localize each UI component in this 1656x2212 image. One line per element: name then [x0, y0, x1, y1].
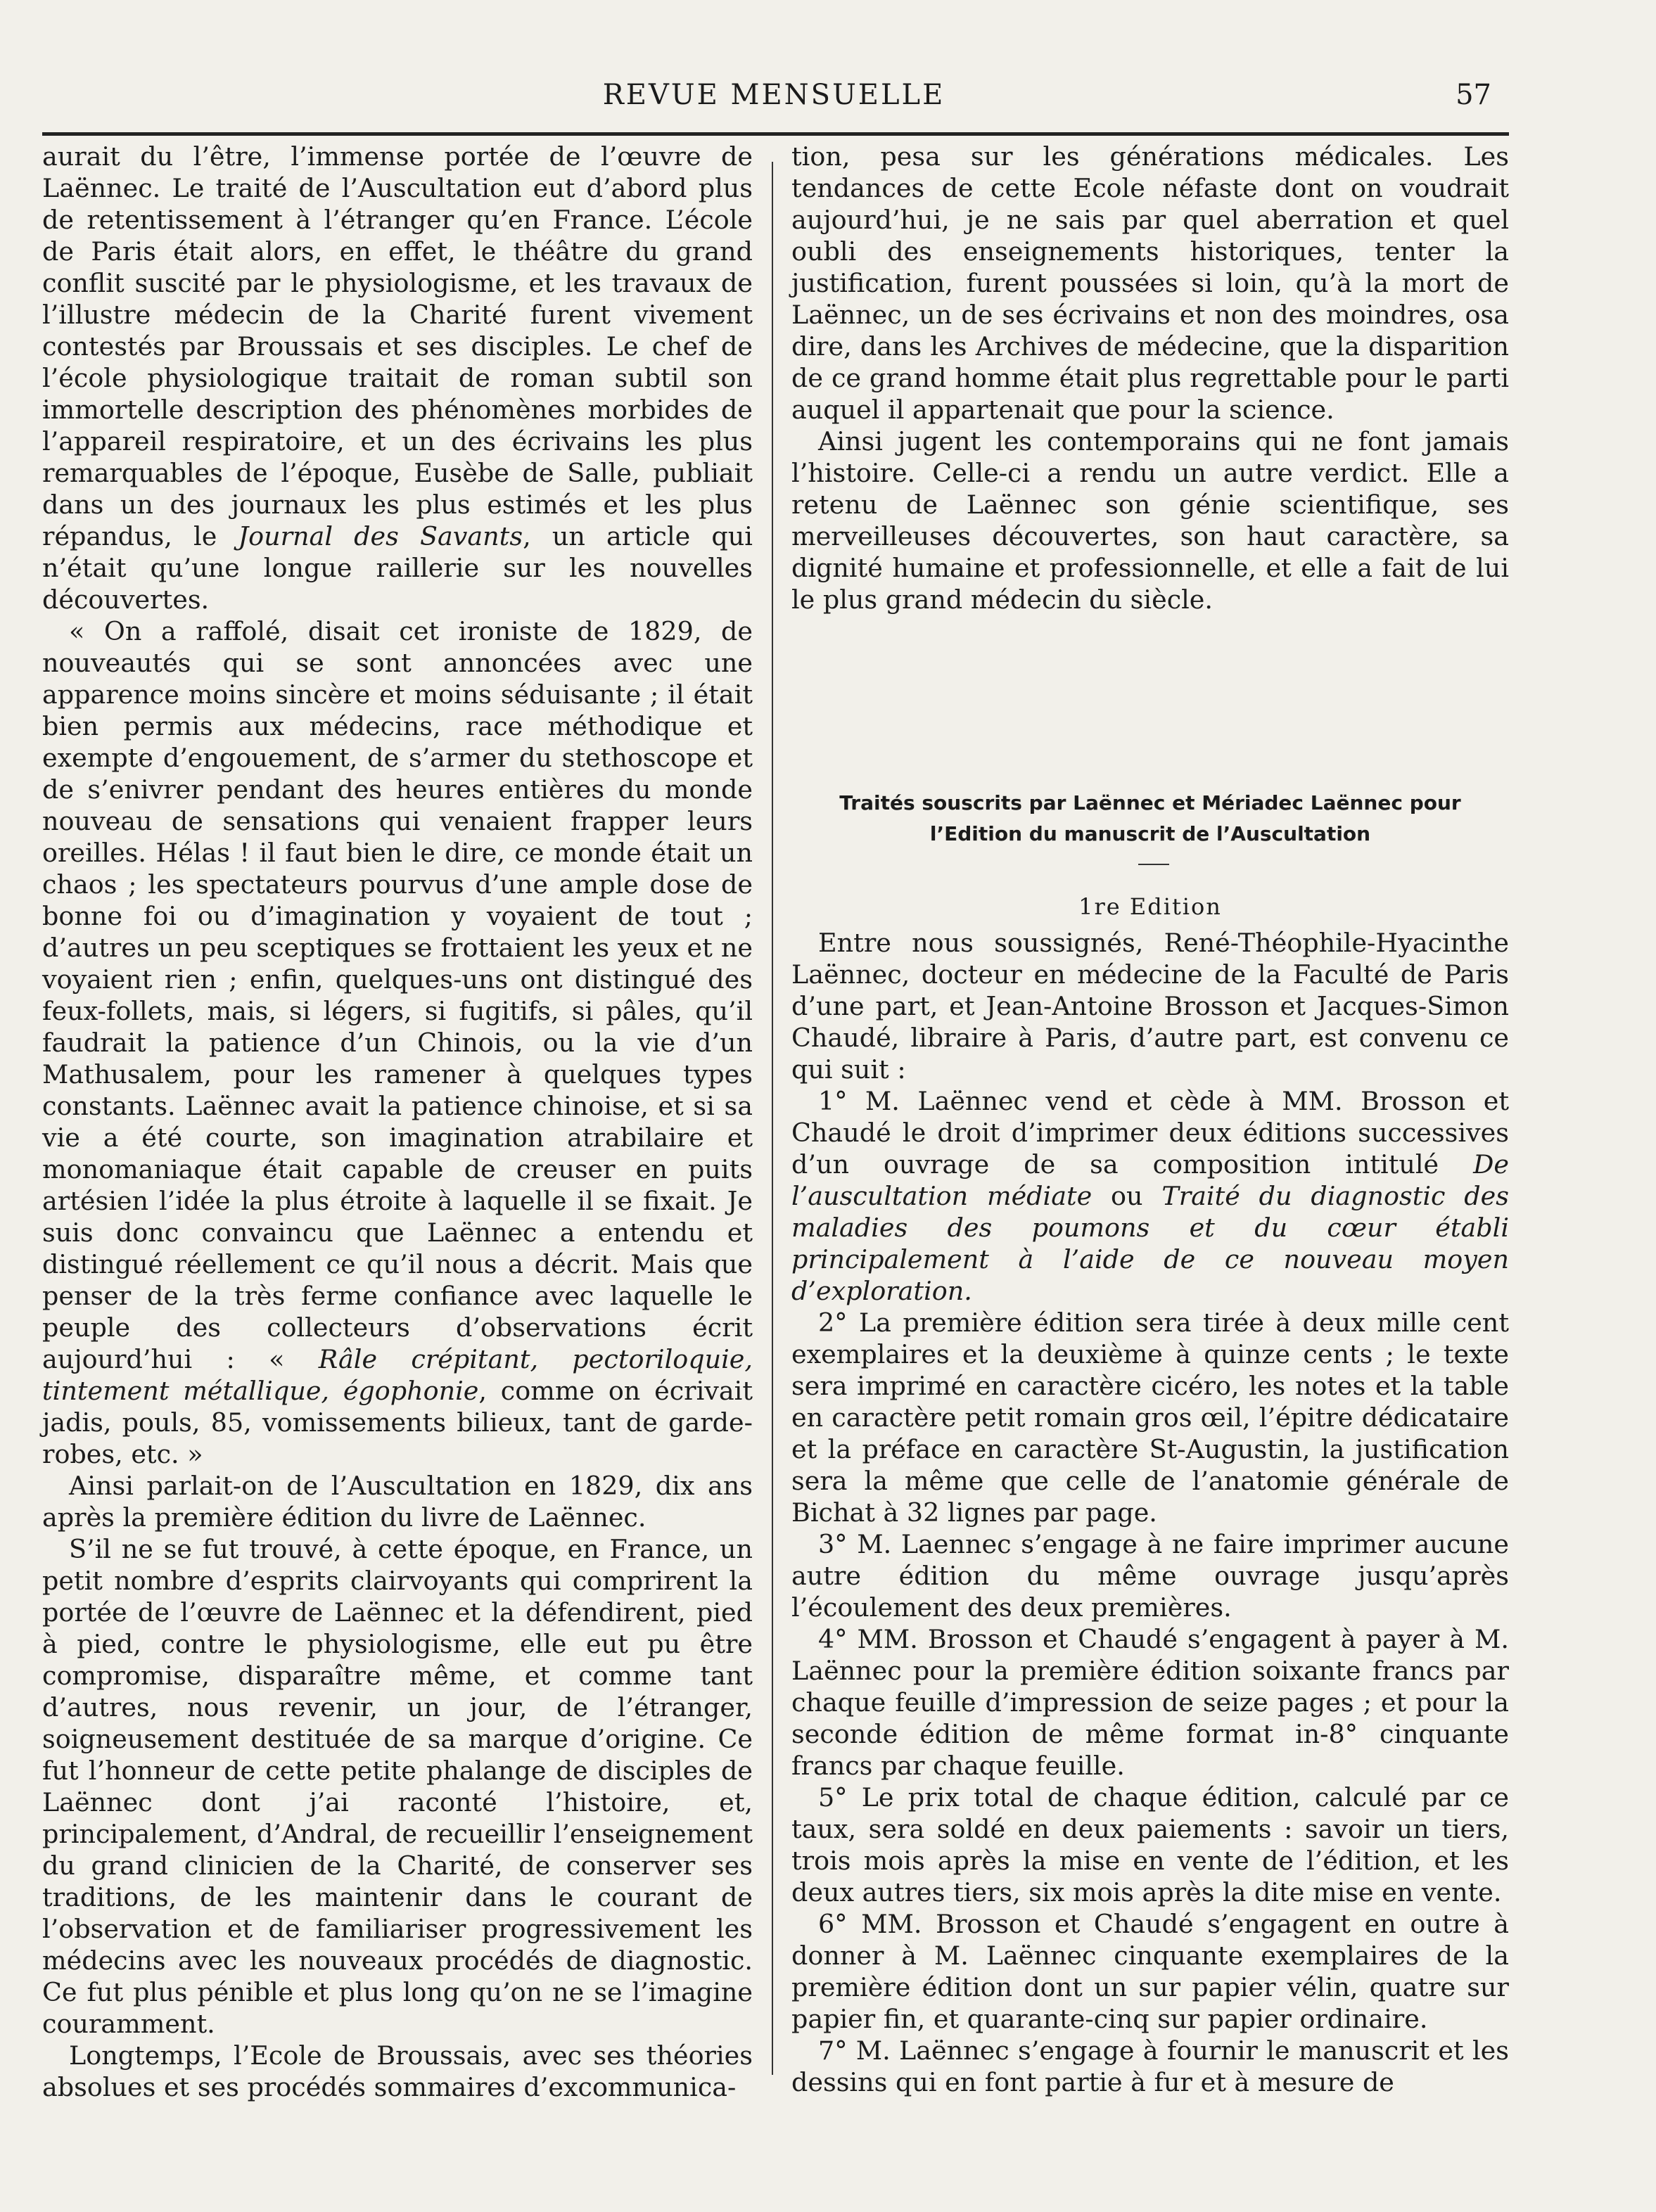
left-column	[42, 141, 753, 2103]
paragraph: S’il ne se fut trouvé, à cette époque, en France, un petit nombre d’esprits clairvoyants qui comprirent la portée de l’œuvre de Laënnec et la défendirent, pied à pied, contre le physiologisme, elle eut pu être compromise, disparaître même, et comme tant d’autres, nous revenir, un jour, de l’étranger, soigneusement destituée de sa marque d’origine. Ce fut l’honneur de cette petite phalange de disciples de Laënnec dont j’ai raconté l’histoire, et, principalement, d’Andral, de recueillir l’enseignement du grand clinicien de la Charité, de conserver ses traditions, de les maintenir dans le courant de l’observation et de familiariser progressivement les médecins avec les nouveaux procédés de diagnostic. Ce fut plus pénible et plus long qu’on ne se l’imagine couramment.	[42, 1534, 753, 2039]
book-title: Traité du diagnostic des maladies des poumons et du cœur établi principalement à l’aide de ce nouveau moyen d’exploration.	[791, 1181, 1509, 1306]
text-run: , comme on écrivait jadis, pouls, 85, vomissements bilieux, tant de garde-robes, etc. »	[42, 1376, 753, 1469]
header-rule	[42, 132, 1509, 136]
treaty-text	[791, 927, 1509, 2098]
treaty-clause: Entre nous soussignés, René-Théophile-Hyacinthe Laënnec, docteur en médecine de la Faculté de Paris d’une part, et Jean-Antoine Brosson et Jacques-Simon Chaudé, libraire à Paris, d’autre part, est convenu ce qui suit :	[791, 928, 1509, 1085]
medical-terms: Râle crépitant, pectoriloquie, tintement métallique, égophonie	[42, 1344, 753, 1406]
treaty-clause	[791, 1085, 1509, 1307]
treaty-clause: 3° M. Laennec s’engage à ne faire imprimer aucune autre édition du même ouvrage jusqu’après l’écoulement des deux premières.	[791, 1529, 1509, 1623]
text-run: aurait du l’être, l’immense portée de l’œuvre de Laënnec. Le traité de l’Auscultation eut d’abord plus de retentissement à l’étranger qu’en France. L’école de Paris était alors, en effet, le théâtre du grand conflit suscité par le physiologisme, et les travaux de l’illustre médecin de la Charité furent vivement contestés par Broussais et ses disciples. Le chef de l’école physiologique traitait de roman subtil son immortelle description des phénomènes morbides de l’appareil respiratoire, et un des écrivains les plus remarquables de l’époque, Eusèbe de Salle, publiait dans un des journaux les plus estimés et les plus répandus, le	[42, 141, 753, 551]
edition-heading: 1re Edition	[1078, 893, 1222, 920]
running-title: REVUE MENSUELLE	[602, 79, 945, 111]
treaty-clause: 2° La première édition sera tirée à deux mille cent exemplaires et la deuxième à quinze cents ; le texte sera imprimé en caractère cicéro, les notes et la table en caractère petit romain gros œil, l’épitre dédicataire et la préface en caractère St-Augustin, la justification sera la même que celle de l’anatomie générale de Bichat à 32 lignes par page.	[791, 1308, 1509, 1528]
paragraph	[42, 615, 753, 1470]
treaty-clause: 7° M. Laënnec s’engage à fournir le manuscrit et les dessins qui en font partie à fur et à mesure de	[791, 2035, 1509, 2097]
treaty-clause: 5° Le prix total de chaque édition, calculé par ce taux, sera soldé en deux paiements : savoir un tiers, trois mois après la mise en vente de l’édition, et les deux autres tiers, six mois après la dite mise en vente.	[791, 1782, 1509, 1907]
paragraph: tion, pesa sur les générations médicales. Les tendances de cette Ecole néfaste dont on voudrait aujourd’hui, je ne sais par quel aberration et quel oubli des enseignements historiques, tenter la justification, furent poussées si loin, qu’à la mort de Laënnec, un de ses écrivains et non des moindres, osa dire, dans les Archives de médecine, que la disparition de ce grand homme était plus regrettable pour le parti auquel il appartenait que pour la science.	[791, 141, 1509, 425]
column-divider	[772, 162, 773, 2075]
paragraph: Ainsi jugent les contemporains qui ne font jamais l’histoire. Celle-ci a rendu un autre verdict. Elle a retenu de Laënnec son génie scientifique, ses merveilleuses découvertes, son haut caractère, sa dignité humaine et professionnelle, et elle a fait de lui le plus grand médecin du siècle.	[791, 426, 1509, 615]
paragraph: Ainsi parlait-on de l’Auscultation en 1829, dix ans après la première édition du livre de Laënnec.	[42, 1471, 753, 1533]
treaty-clause: 4° MM. Brosson et Chaudé s’engagent à payer à M. Laënnec pour la première édition soixante francs par chaque feuille d’impression de seize pages ; et pour la seconde édition de même format in-8° cinquante francs par chaque feuille.	[791, 1624, 1509, 1781]
text-run: , un article qui n’était qu’une longue raillerie sur les nouvelles découvertes.	[42, 521, 753, 615]
paragraph: Longtemps, l’Ecole de Broussais, avec ses théories absolues et ses procédés sommaires d’excommunica-	[42, 2040, 753, 2102]
text-run: « On a raffolé, disait cet ironiste de 1829, de nouveautés qui se sont annoncées avec une apparence moins sincère et moins séduisante ; il était bien permis aux médecins, race méthodique et exempte d’engouement, de s’armer du stethoscope et de s’enivrer pendant des heures entières du monde nouveau de sensations qui venaient frapper leurs oreilles. Hélas ! il faut bien le dire, ce monde était un chaos ; les spectateurs pourvus d’une ample dose de bonne foi ou d’imagination y voyaient de tout ; d’autres un peu sceptiques se frottaient les yeux et ne voyaient rien ; enfin, quelques-uns ont distingué des feux-follets, mais, si légers, si fugitifs, si pâles, qu’il faudrait la patience d’un Chinois, ou la vie d’un Mathusalem, pour les ramener à quelques types constants. Laënnec avait la patience chinoise, et si sa vie a été courte, son imagination atrabilaire et monomaniaque était capable de creuser en puits artésien l’idée la plus étroite à laquelle il se fixait. Je suis donc convaincu que Laënnec a entendu et distingué réellement ce qu’il nous a décrit. Mais que penser de la très ferme confiance avec laquelle le peuple des collecteurs d’observations écrit aujourd’hui : «	[42, 616, 753, 1374]
journal-title: Journal des Savants	[238, 521, 523, 551]
page-number: 57	[1456, 79, 1491, 111]
book-title: De l’auscultation médiate	[791, 1149, 1509, 1211]
heading-dash	[1138, 864, 1169, 865]
right-column-top	[791, 141, 1509, 615]
treaty-clause: 6° MM. Brosson et Chaudé s’engagent en outre à donner à M. Laënnec cinquante exemplaires de la première édition dont un sur papier vélin, quatre sur papier fin, et quarante-cinq sur papier ordinaire.	[791, 1909, 1509, 2034]
paragraph	[42, 141, 753, 615]
text-run: 1° M. Laënnec vend et cède à MM. Brosson et Chaudé le droit d’imprimer deux éditions successives d’un ouvrage de sa composition intitulé	[791, 1086, 1509, 1179]
text-run: ou	[1092, 1181, 1162, 1211]
section-heading: Traités souscrits par Laënnec et Mériadec Laënnec pour l’Edition du manuscrit de l’Auscultation	[839, 791, 1461, 845]
